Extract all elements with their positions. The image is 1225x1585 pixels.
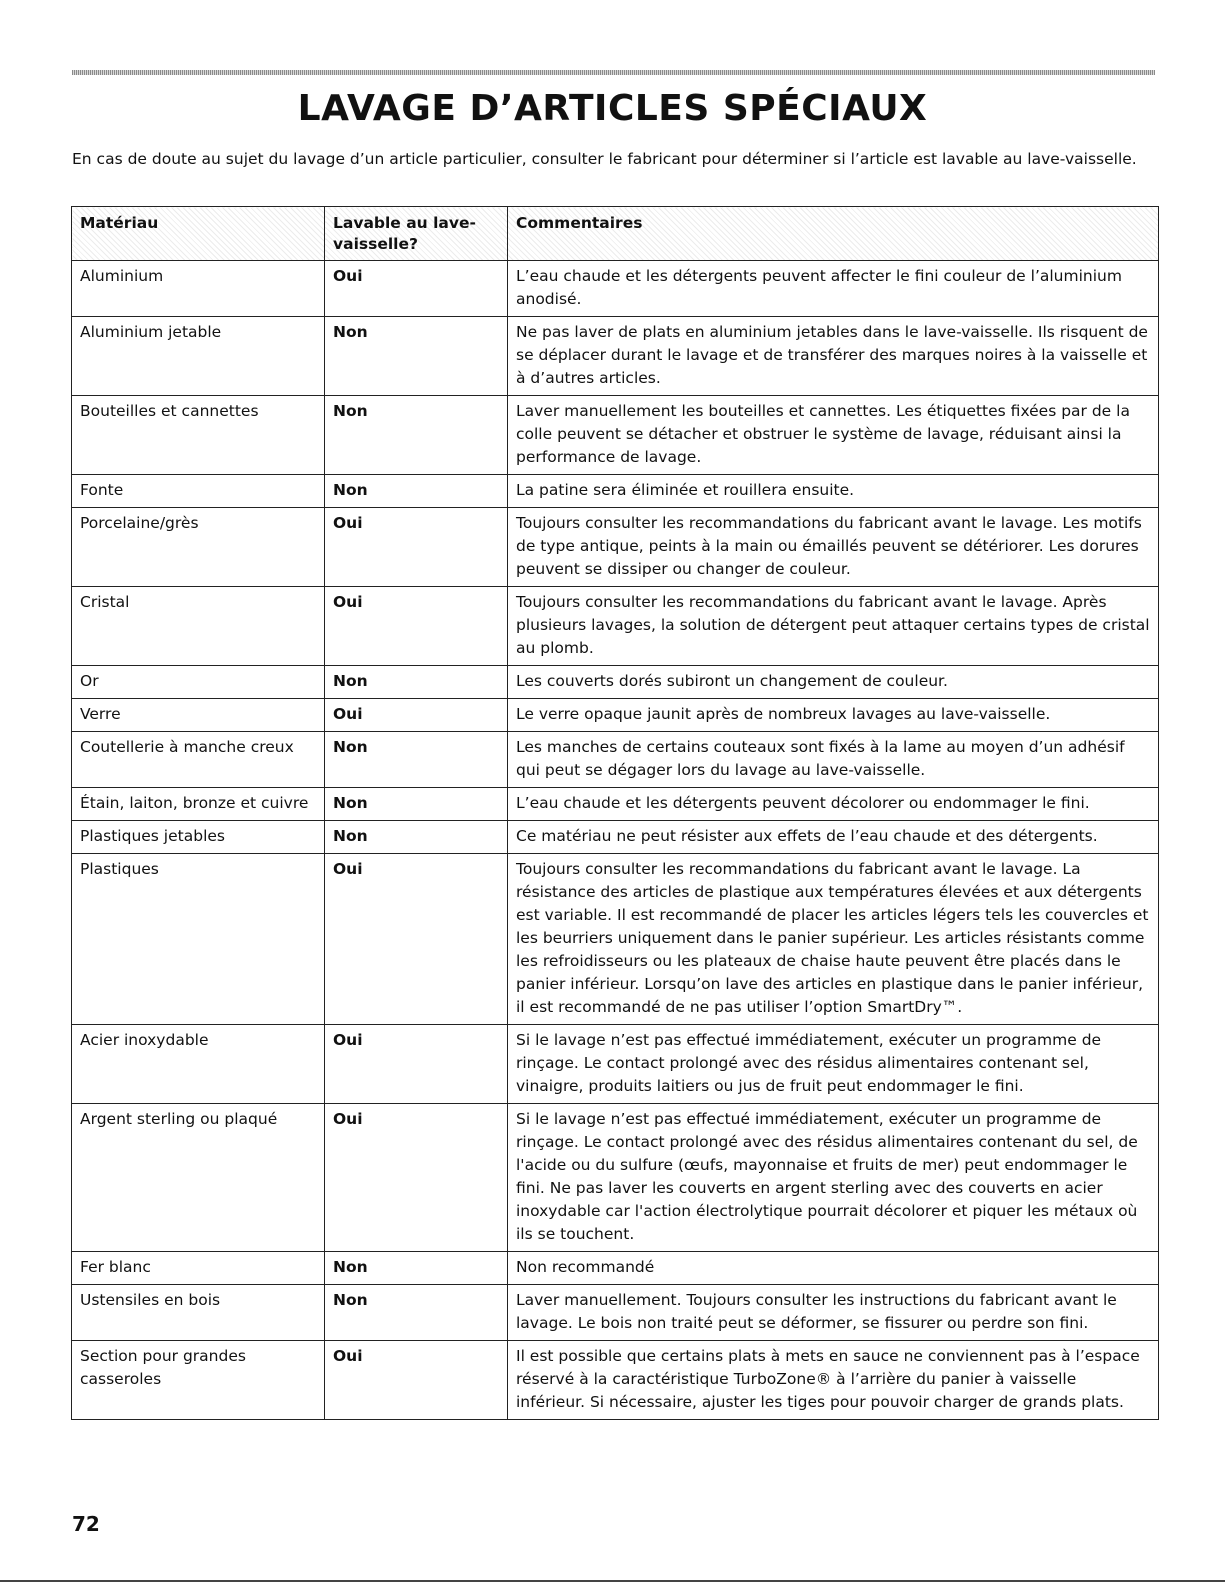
- table-row: [72, 587, 1159, 666]
- material-cell: Fer blanc: [72, 1252, 325, 1285]
- intro-paragraph: En cas de doute au sujet du lavage d’un article particulier, consulter le fabricant pour déterminer si l’article est lavable au lave-vaisselle.: [72, 150, 1137, 168]
- table-row: [72, 821, 1159, 854]
- washable-cell: Oui: [325, 1025, 508, 1104]
- material-cell: Bouteilles et cannettes: [72, 396, 325, 475]
- washable-cell: Oui: [325, 508, 508, 587]
- material-cell: Cristal: [72, 587, 325, 666]
- material-cell: Acier inoxydable: [72, 1025, 325, 1104]
- table-header-row: [72, 207, 1159, 261]
- material-cell: Étain, laiton, bronze et cuivre: [72, 788, 325, 821]
- table-row: [72, 396, 1159, 475]
- washable-cell: Non: [325, 788, 508, 821]
- washable-cell: Oui: [325, 587, 508, 666]
- material-cell: Fonte: [72, 475, 325, 508]
- table-row: [72, 475, 1159, 508]
- material-cell: Aluminium jetable: [72, 317, 325, 396]
- washable-cell: Non: [325, 1252, 508, 1285]
- washable-cell: Non: [325, 475, 508, 508]
- table-row: [72, 261, 1159, 317]
- table-row: [72, 317, 1159, 396]
- comment-cell: Si le lavage n’est pas effectué immédiatement, exécuter un programme de rinçage. Le contact prolongé avec des résidus alimentaires contenant sel, vinaigre, produits laitiers ou jus de fruit peut endommager le fini.: [508, 1025, 1159, 1104]
- top-rule: [72, 70, 1155, 75]
- material-cell: Porcelaine/grès: [72, 508, 325, 587]
- washable-cell: Oui: [325, 854, 508, 1025]
- material-cell: Ustensiles en bois: [72, 1285, 325, 1341]
- table-row: [72, 1252, 1159, 1285]
- comment-cell: Non recommandé: [508, 1252, 1159, 1285]
- material-cell: Argent sterling ou plaqué: [72, 1104, 325, 1252]
- material-cell: Aluminium: [72, 261, 325, 317]
- comment-cell: L’eau chaude et les détergents peuvent décolorer ou endommager le fini.: [508, 788, 1159, 821]
- washable-cell: Non: [325, 1285, 508, 1341]
- material-cell: Section pour grandes casseroles: [72, 1341, 325, 1420]
- washable-cell: Oui: [325, 261, 508, 317]
- comment-cell: Toujours consulter les recommandations du fabricant avant le lavage. Après plusieurs lavages, la solution de détergent peut attaquer certains types de cristal au plomb.: [508, 587, 1159, 666]
- table-row: [72, 1025, 1159, 1104]
- header-washable: Lavable au lave-vaisselle?: [325, 207, 508, 261]
- comment-cell: Toujours consulter les recommandations du fabricant avant le lavage. La résistance des articles de plastique aux températures élevées et aux détergents est variable. Il est recommandé de placer les articles légers tels les couvercles et les beurriers uniquement dans le panier supérieur. Les articles résistants comme les refroidisseurs ou les plateaux de chaise haute peuvent être placés dans le panier inférieur. Lorsqu’on lave des articles en plastique dans le panier inférieur, il est recommandé de ne pas utiliser l’option SmartDry™.: [508, 854, 1159, 1025]
- table-row: [72, 1104, 1159, 1252]
- comment-cell: Les couverts dorés subiront un changement de couleur.: [508, 666, 1159, 699]
- comment-cell: Toujours consulter les recommandations du fabricant avant le lavage. Les motifs de type antique, peints à la main ou émaillés peuvent se détériorer. Les dorures peuvent se dissiper ou changer de couleur.: [508, 508, 1159, 587]
- table-row: [72, 699, 1159, 732]
- washable-cell: Oui: [325, 1104, 508, 1252]
- washable-cell: Non: [325, 821, 508, 854]
- table-row: [72, 854, 1159, 1025]
- bottom-rule: [0, 1580, 1225, 1582]
- material-cell: Plastiques jetables: [72, 821, 325, 854]
- material-cell: Plastiques: [72, 854, 325, 1025]
- comment-cell: Le verre opaque jaunit après de nombreux lavages au lave-vaisselle.: [508, 699, 1159, 732]
- table-row: [72, 1341, 1159, 1420]
- washable-cell: Non: [325, 317, 508, 396]
- table-body: [72, 261, 1159, 1420]
- washable-cell: Non: [325, 732, 508, 788]
- washable-cell: Non: [325, 396, 508, 475]
- table-row: [72, 732, 1159, 788]
- comment-cell: Il est possible que certains plats à mets en sauce ne conviennent pas à l’espace réservé à la caractéristique TurboZone® à l’arrière du panier à vaisselle inférieur. Si nécessaire, ajuster les tiges pour pouvoir charger de grands plats.: [508, 1341, 1159, 1420]
- table-row: [72, 508, 1159, 587]
- washable-cell: Non: [325, 666, 508, 699]
- comment-cell: L’eau chaude et les détergents peuvent affecter le fini couleur de l’aluminium anodisé.: [508, 261, 1159, 317]
- table-row: [72, 788, 1159, 821]
- comment-cell: Ne pas laver de plats en aluminium jetables dans le lave-vaisselle. Ils risquent de se déplacer durant le lavage et de transférer des marques noires à la vaisselle et à d’autres articles.: [508, 317, 1159, 396]
- material-cell: Coutellerie à manche creux: [72, 732, 325, 788]
- comment-cell: Ce matériau ne peut résister aux effets de l’eau chaude et des détergents.: [508, 821, 1159, 854]
- washable-cell: Oui: [325, 699, 508, 732]
- material-cell: Or: [72, 666, 325, 699]
- page-number: 72: [72, 1512, 100, 1536]
- special-items-table: [71, 206, 1159, 1420]
- comment-cell: Laver manuellement. Toujours consulter les instructions du fabricant avant le lavage. Le bois non traité peut se déformer, se fissurer ou perdre son fini.: [508, 1285, 1159, 1341]
- comment-cell: La patine sera éliminée et rouillera ensuite.: [508, 475, 1159, 508]
- header-comments: Commentaires: [508, 207, 1159, 261]
- washable-cell: Oui: [325, 1341, 508, 1420]
- table-row: [72, 666, 1159, 699]
- table-row: [72, 1285, 1159, 1341]
- header-material: Matériau: [72, 207, 325, 261]
- comment-cell: Si le lavage n’est pas effectué immédiatement, exécuter un programme de rinçage. Le contact prolongé avec des résidus alimentaires contenant du sel, de l'acide ou du sulfure (œufs, mayonnaise et fruits de mer) peut endommager le fini. Ne pas laver les couverts en argent sterling avec des couverts en acier inoxydable car l'action électrolytique pourrait décolorer et piquer les métaux où ils se touchent.: [508, 1104, 1159, 1252]
- comment-cell: Les manches de certains couteaux sont fixés à la lame au moyen d’un adhésif qui peut se dégager lors du lavage au lave-vaisselle.: [508, 732, 1159, 788]
- page-title: LAVAGE D’ARTICLES SPÉCIAUX: [297, 88, 928, 129]
- comment-cell: Laver manuellement les bouteilles et cannettes. Les étiquettes fixées par de la colle peuvent se détacher et obstruer le système de lavage, réduisant ainsi la performance de lavage.: [508, 396, 1159, 475]
- material-cell: Verre: [72, 699, 325, 732]
